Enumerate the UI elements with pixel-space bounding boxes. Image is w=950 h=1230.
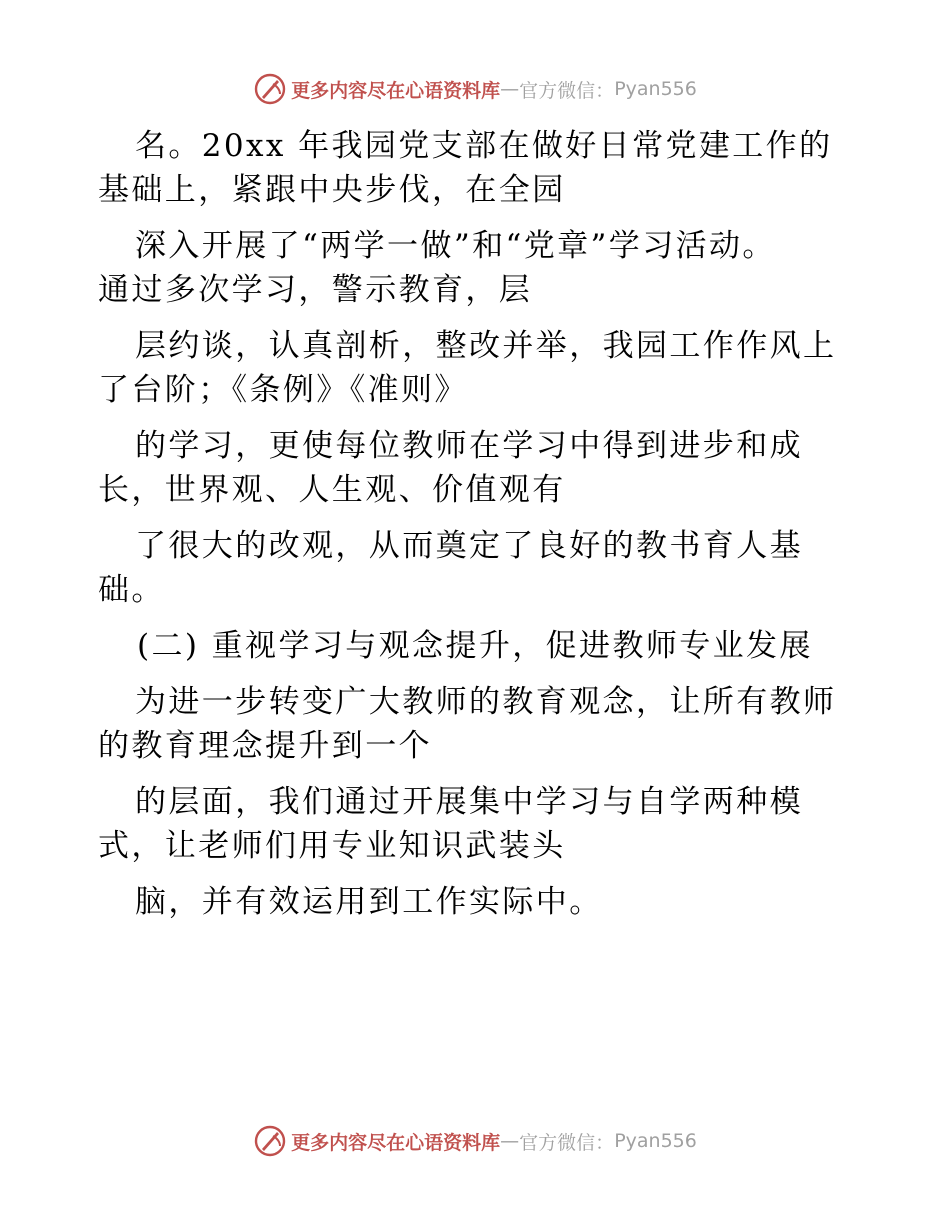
body-line: 长，世界观、人生观、价值观有 bbox=[98, 472, 566, 508]
document-body bbox=[0, 126, 950, 938]
body-line: 的教育理念提升到一个 bbox=[98, 728, 432, 764]
footer-contact-label: 官方微信： bbox=[519, 1131, 615, 1154]
body-line: 深入开展了“两学一做”和“党章”学习活动。 bbox=[135, 228, 776, 264]
header-contact-id: Pyan556 bbox=[614, 78, 697, 100]
header-brand-text: 更多内容尽在心语资料库 bbox=[291, 79, 501, 102]
body-line: 了台阶；《条例》《准则》 bbox=[98, 372, 468, 408]
body-line: 的层面，我们通过开展集中学习与自学两种模 bbox=[135, 784, 803, 820]
body-line: 为进一步转变广大教师的教育观念，让所有教师 bbox=[135, 684, 837, 720]
body-line: 层约谈，认真剖析，整改并举，我园工作作风上 bbox=[135, 328, 837, 364]
footer-brand-text: 更多内容尽在心语资料库 bbox=[291, 1131, 501, 1154]
header-watermark bbox=[0, 72, 950, 106]
header-dash: — bbox=[500, 78, 520, 100]
header-contact-label: 官方微信： bbox=[519, 79, 615, 102]
quill-pen-logo-icon bbox=[253, 72, 287, 106]
body-line: 了很大的改观，从而奠定了良好的教书育人基 bbox=[135, 528, 803, 564]
section-heading: (二) 重视学习与观念提升，促进教师专业发展 bbox=[137, 628, 813, 664]
body-line: 通过多次学习，警示教育，层 bbox=[98, 272, 533, 308]
body-line: 名。20xx 年我园党支部在做好日常党建工作的 bbox=[135, 128, 833, 164]
footer-watermark bbox=[0, 1124, 950, 1158]
footer-contact-id: Pyan556 bbox=[614, 1130, 697, 1152]
body-line: 脑，并有效运用到工作实际中。 bbox=[135, 884, 603, 920]
body-line: 基础上，紧跟中央步伐，在全园 bbox=[98, 172, 566, 208]
body-line: 的学习，更使每位教师在学习中得到进步和成 bbox=[135, 428, 803, 464]
quill-pen-logo-icon bbox=[253, 1124, 287, 1158]
body-line: 式，让老师们用专业知识武装头 bbox=[98, 828, 566, 864]
body-line: 础。 bbox=[98, 572, 165, 608]
footer-dash: — bbox=[500, 1130, 520, 1152]
